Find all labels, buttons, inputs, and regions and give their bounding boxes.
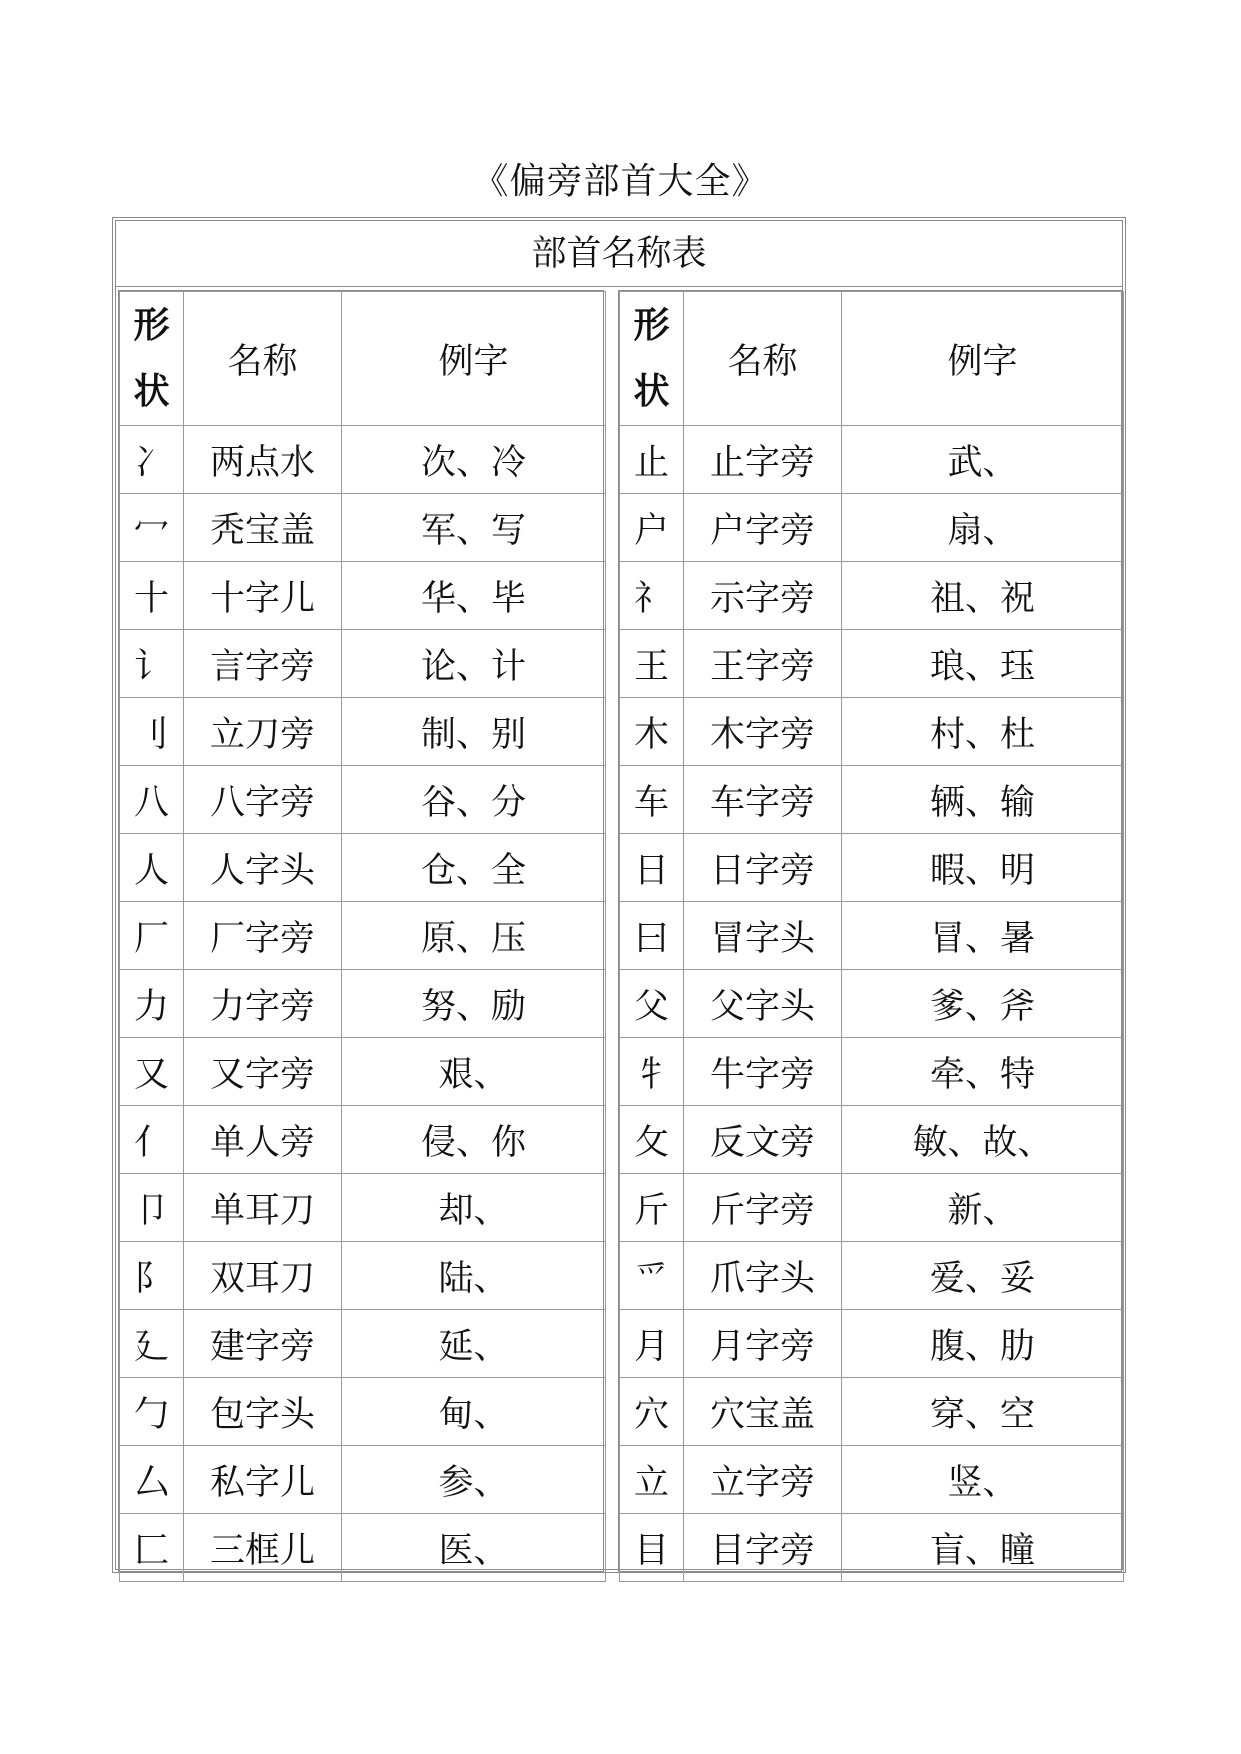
table-row xyxy=(620,1174,1124,1242)
radical-shape-cell: 厂 xyxy=(120,902,184,970)
radical-shape-cell: 又 xyxy=(120,1038,184,1106)
radical-name-cell: 反文旁 xyxy=(684,1106,842,1174)
example-chars-cell: 爹、斧 xyxy=(842,970,1124,1038)
example-chars-cell: 祖、祝 xyxy=(842,562,1124,630)
radical-shape-cell: 厶 xyxy=(120,1446,184,1514)
radical-name-cell: 示字旁 xyxy=(684,562,842,630)
radical-name-cell: 私字儿 xyxy=(184,1446,342,1514)
example-chars-cell: 延、 xyxy=(342,1310,606,1378)
name-header: 名称 xyxy=(184,292,342,426)
table-row xyxy=(620,766,1124,834)
shape-header-line2: 状 xyxy=(633,370,670,412)
example-chars-cell: 医、 xyxy=(342,1514,606,1582)
left-table-section xyxy=(118,290,604,1572)
radical-name-cell: 又字旁 xyxy=(184,1038,342,1106)
header-row xyxy=(120,292,606,426)
table-row xyxy=(120,1514,606,1582)
table-row xyxy=(120,630,606,698)
radical-name-cell: 爪字头 xyxy=(684,1242,842,1310)
radical-shape-cell: 父 xyxy=(620,970,684,1038)
example-chars-cell: 武、 xyxy=(842,426,1124,494)
radical-shape-cell: 曰 xyxy=(620,902,684,970)
radical-name-cell: 两点水 xyxy=(184,426,342,494)
example-chars-cell: 牵、特 xyxy=(842,1038,1124,1106)
radical-name-cell: 目字旁 xyxy=(684,1514,842,1582)
radical-name-cell: 父字头 xyxy=(684,970,842,1038)
radical-name-cell: 户字旁 xyxy=(684,494,842,562)
table-row xyxy=(120,1310,606,1378)
example-chars-cell: 原、压 xyxy=(342,902,606,970)
example-chars-cell: 扇、 xyxy=(842,494,1124,562)
radical-shape-cell: 十 xyxy=(120,562,184,630)
radical-name-cell: 言字旁 xyxy=(184,630,342,698)
shape-header xyxy=(620,292,684,426)
radical-table-inner-frame xyxy=(115,220,1123,1570)
document-title: 《偏旁部首大全》 xyxy=(472,161,769,202)
example-chars-cell: 侵、你 xyxy=(342,1106,606,1174)
table-row xyxy=(120,494,606,562)
example-chars-cell: 盲、瞳 xyxy=(842,1514,1124,1582)
example-chars-cell: 军、写 xyxy=(342,494,606,562)
example-chars-cell: 制、别 xyxy=(342,698,606,766)
table-row xyxy=(120,1446,606,1514)
example-chars-cell: 新、 xyxy=(842,1174,1124,1242)
radical-name-cell: 三框儿 xyxy=(184,1514,342,1582)
radical-name-cell: 止字旁 xyxy=(684,426,842,494)
radical-name-cell: 立刀旁 xyxy=(184,698,342,766)
table-row xyxy=(620,1106,1124,1174)
radical-name-cell: 车字旁 xyxy=(684,766,842,834)
radical-shape-cell: 木 xyxy=(620,698,684,766)
radical-name-cell: 木字旁 xyxy=(684,698,842,766)
left-table-body xyxy=(120,292,606,1582)
radical-name-cell: 王字旁 xyxy=(684,630,842,698)
radical-shape-cell: 廴 xyxy=(120,1310,184,1378)
table-row xyxy=(120,1242,606,1310)
radical-shape-cell: 月 xyxy=(620,1310,684,1378)
radical-shape-cell: 人 xyxy=(120,834,184,902)
right-table-section xyxy=(618,290,1122,1572)
radical-name-cell: 冒字头 xyxy=(684,902,842,970)
radical-shape-cell: 卩 xyxy=(120,1174,184,1242)
example-chars-cell: 华、毕 xyxy=(342,562,606,630)
radical-shape-cell: 立 xyxy=(620,1446,684,1514)
radical-shape-cell: 斤 xyxy=(620,1174,684,1242)
radical-shape-cell: 攵 xyxy=(620,1106,684,1174)
example-chars-cell: 村、杜 xyxy=(842,698,1124,766)
radical-shape-cell: 王 xyxy=(620,630,684,698)
radical-name-cell: 秃宝盖 xyxy=(184,494,342,562)
table-row xyxy=(620,426,1124,494)
table-row xyxy=(620,970,1124,1038)
radical-shape-cell: 讠 xyxy=(120,630,184,698)
table-row xyxy=(620,630,1124,698)
example-chars-cell: 敏、故、 xyxy=(842,1106,1124,1174)
table-row xyxy=(620,1446,1124,1514)
radical-shape-cell: 匚 xyxy=(120,1514,184,1582)
table-row xyxy=(120,834,606,902)
table-row xyxy=(620,902,1124,970)
table-row xyxy=(620,698,1124,766)
radical-name-cell: 八字旁 xyxy=(184,766,342,834)
example-chars-cell: 甸、 xyxy=(342,1378,606,1446)
radical-name-cell: 人字头 xyxy=(184,834,342,902)
table-row xyxy=(120,970,606,1038)
radical-name-cell: 日字旁 xyxy=(684,834,842,902)
example-chars-cell: 论、计 xyxy=(342,630,606,698)
example-header: 例字 xyxy=(842,292,1124,426)
radical-name-cell: 力字旁 xyxy=(184,970,342,1038)
table-row xyxy=(120,1378,606,1446)
example-chars-cell: 参、 xyxy=(342,1446,606,1514)
example-chars-cell: 陆、 xyxy=(342,1242,606,1310)
shape-header-line1: 形 xyxy=(633,304,670,346)
example-header: 例字 xyxy=(342,292,606,426)
radical-shape-cell: 八 xyxy=(120,766,184,834)
radical-shape-cell: 力 xyxy=(120,970,184,1038)
table-row xyxy=(120,1106,606,1174)
radical-shape-cell: 穴 xyxy=(620,1378,684,1446)
example-chars-cell: 谷、分 xyxy=(342,766,606,834)
radical-name-cell: 月字旁 xyxy=(684,1310,842,1378)
radical-shape-cell: 户 xyxy=(620,494,684,562)
table-row xyxy=(620,494,1124,562)
radical-shape-cell: 日 xyxy=(620,834,684,902)
table-row xyxy=(120,766,606,834)
shape-header xyxy=(120,292,184,426)
radical-shape-cell: 冖 xyxy=(120,494,184,562)
example-chars-cell: 琅、珏 xyxy=(842,630,1124,698)
table-row xyxy=(620,1038,1124,1106)
table-row xyxy=(120,562,606,630)
example-chars-cell: 冒、暑 xyxy=(842,902,1124,970)
header-row xyxy=(620,292,1124,426)
radical-name-cell: 单人旁 xyxy=(184,1106,342,1174)
radical-shape-cell: 刂 xyxy=(120,698,184,766)
table-row xyxy=(120,1038,606,1106)
table-row xyxy=(120,1174,606,1242)
table-row xyxy=(620,1378,1124,1446)
radical-shape-cell: 车 xyxy=(620,766,684,834)
shape-header-line1: 形 xyxy=(133,304,170,346)
table-caption: 部首名称表 xyxy=(116,221,1122,287)
radical-name-cell: 建字旁 xyxy=(184,1310,342,1378)
example-chars-cell: 次、冷 xyxy=(342,426,606,494)
radical-shape-cell: 目 xyxy=(620,1514,684,1582)
example-chars-cell: 爱、妥 xyxy=(842,1242,1124,1310)
shape-header-line2: 状 xyxy=(133,370,170,412)
example-chars-cell: 努、励 xyxy=(342,970,606,1038)
radical-shape-cell: 冫 xyxy=(120,426,184,494)
example-chars-cell: 暇、明 xyxy=(842,834,1124,902)
radical-name-cell: 包字头 xyxy=(184,1378,342,1446)
right-radical-table xyxy=(619,291,1124,1582)
right-table-body xyxy=(620,292,1124,1582)
radical-shape-cell: 牜 xyxy=(620,1038,684,1106)
example-chars-cell: 却、 xyxy=(342,1174,606,1242)
example-chars-cell: 辆、输 xyxy=(842,766,1124,834)
radical-name-cell: 厂字旁 xyxy=(184,902,342,970)
table-row xyxy=(120,426,606,494)
table-row xyxy=(620,1242,1124,1310)
radical-name-cell: 双耳刀 xyxy=(184,1242,342,1310)
example-chars-cell: 仓、全 xyxy=(342,834,606,902)
radical-table-frame xyxy=(112,217,1126,1573)
table-row xyxy=(620,834,1124,902)
radical-shape-cell: 阝 xyxy=(120,1242,184,1310)
radical-name-cell: 牛字旁 xyxy=(684,1038,842,1106)
radical-name-cell: 单耳刀 xyxy=(184,1174,342,1242)
table-row xyxy=(120,698,606,766)
example-chars-cell: 穿、空 xyxy=(842,1378,1124,1446)
table-row xyxy=(620,1310,1124,1378)
example-chars-cell: 艰、 xyxy=(342,1038,606,1106)
left-radical-table xyxy=(119,291,606,1582)
example-chars-cell: 腹、肋 xyxy=(842,1310,1124,1378)
name-header: 名称 xyxy=(684,292,842,426)
table-row xyxy=(120,902,606,970)
example-chars-cell: 竖、 xyxy=(842,1446,1124,1514)
radical-name-cell: 穴宝盖 xyxy=(684,1378,842,1446)
radical-shape-cell: 爫 xyxy=(620,1242,684,1310)
radical-shape-cell: 亻 xyxy=(120,1106,184,1174)
table-row xyxy=(620,562,1124,630)
radical-shape-cell: 止 xyxy=(620,426,684,494)
radical-name-cell: 十字儿 xyxy=(184,562,342,630)
table-row xyxy=(620,1514,1124,1582)
radical-shape-cell: 勹 xyxy=(120,1378,184,1446)
radical-shape-cell: 礻 xyxy=(620,562,684,630)
radical-name-cell: 斤字旁 xyxy=(684,1174,842,1242)
radical-name-cell: 立字旁 xyxy=(684,1446,842,1514)
